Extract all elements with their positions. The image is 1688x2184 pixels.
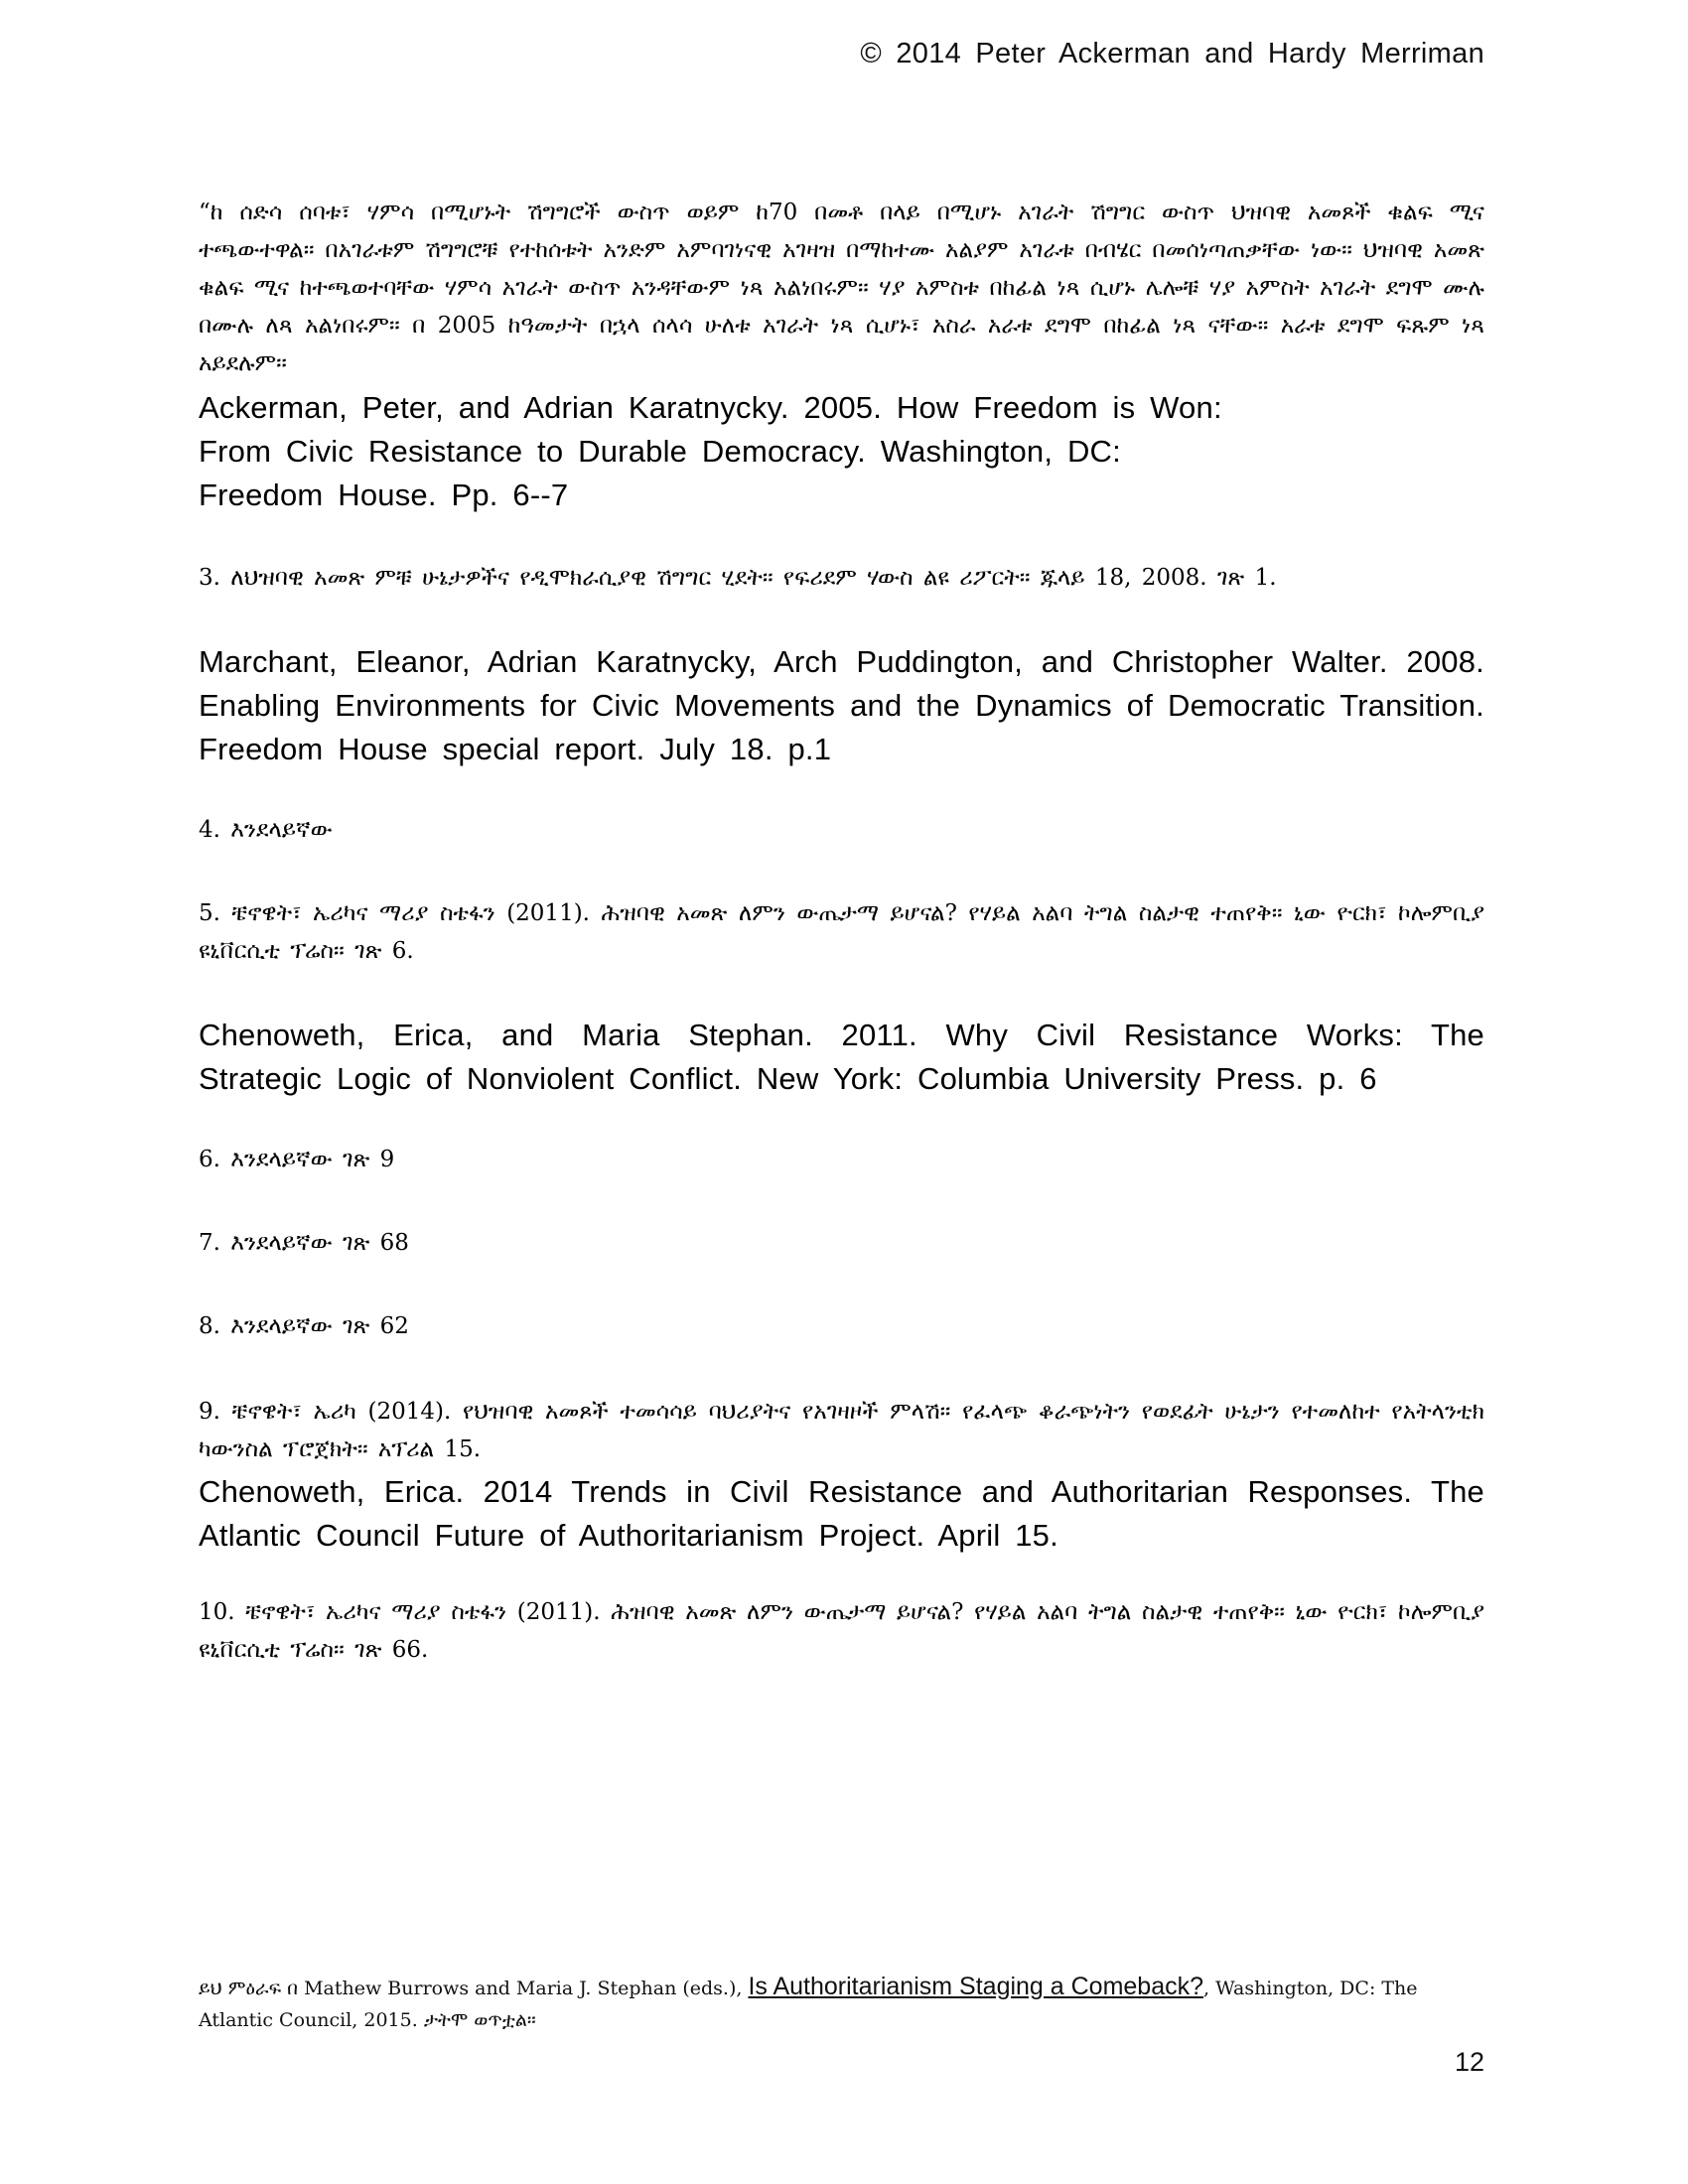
source-footnote bbox=[199, 1971, 1489, 2036]
note-3-amharic: 3. ለህዝባዊ አመጽ ምቹ ሁኔታዎችና የዲሞክራሲያዊ ሽግግር ሂደት። የፍሪደም ሃውስ ልዩ ሪፖርት። ጁላይ 18, 2008. ገጽ 1. bbox=[199, 565, 1277, 591]
page-number: 12 bbox=[1454, 2047, 1484, 2077]
note-5-amharic: 5. ቼኖዌት፣ ኤሪካና ማሪያ ስቴፋን (2011). ሕዝባዊ አመጽ ለምን ውጤታማ ይሆናል? የሃይል አልባ ትግል ስልታዊ ተጠየቅ። ኒው ዮርክ፣ ኮሎምቢያ ዩኒቨርሲቲ ፕሬስ። ገጽ 6. bbox=[199, 900, 1484, 964]
source-title-link[interactable]: Is Authoritarianism Staging a Comeback? bbox=[748, 1973, 1204, 2000]
copyright-header: © 2014 Peter Ackerman and Hardy Merriman bbox=[860, 38, 1484, 69]
note-4-amharic: 4. እንደላይኛው bbox=[199, 817, 333, 843]
source-prefix: ይህ ምዕራፍ በ Mathew Burrows and Maria J. Stephan (eds.), bbox=[199, 1978, 743, 1999]
note-10-amharic: 10. ቼኖዌት፣ ኤሪካና ማሪያ ስቴፋን (2011). ሕዝባዊ አመጽ ለምን ውጤታማ ይሆናል? የሃይል አልባ ትግል ስልታዊ ተጠየቅ። ኒው ዮርክ፣ ኮሎምቢያ ዩኒቨርሲቲ ፕሬስ። ገጽ 66. bbox=[199, 1599, 1484, 1663]
endnotes-body bbox=[199, 194, 1484, 1669]
note-9-english: Chenoweth, Erica. 2014 Trends in Civil Resistance and Authoritarian Responses. The Atlantic Council Future of Authoritarianism Project. April 15. bbox=[199, 1474, 1484, 1553]
note-9-amharic: 9. ቼኖዌት፣ ኤሪካ (2014). የህዝባዊ አመጾች ተመሳሳይ ባህሪያትና የአገዛዞች ምላሽ። የፈላጭ ቆራጭነትን የወደፊት ሁኔታን የተመለከተ የአትላንቲክ ካውንስል ፕሮጀክት። አፕሪል 15. bbox=[199, 1399, 1484, 1462]
note-7-amharic: 7. እንደላይኛው ገጽ 68 bbox=[199, 1230, 409, 1256]
note-2-english: Ackerman, Peter, and Adrian Karatnycky. 2005. How Freedom is Won: From Civic Resistance to Durable Democracy. Washington, DC: Freedom House. Pp. 6--7 bbox=[199, 390, 1222, 512]
note-3-english: Marchant, Eleanor, Adrian Karatnycky, Arch Puddington, and Christopher Walter. 2008. Enabling Environments for Civic Movements and the Dynamics of Democratic Transition. Freedom House special report. July 18. p.1 bbox=[199, 644, 1484, 766]
note-5-english: Chenoweth, Erica, and Maria Stephan. 2011. Why Civil Resistance Works: The Strategic Logic of Nonviolent Conflict. New York: Columbia University Press. p. 6 bbox=[199, 1018, 1484, 1096]
note-2-amharic: “ከ ሰድሳ ሰባቱ፣ ሃምሳ በሚሆኑት ሽግግሮች ውስጥ ወይም ከ70 በመቶ በላይ በሚሆኑ አገራት ሽግግር ውስጥ ህዝባዊ አመጾች ቁልፍ ሚና ተጫውተዋል። በአገራቱም ሽግግሮቹ የተከሰቱት አንድም አምባገነናዊ አገዛዝ በማከተሙ አልያም አገራቱ በብሄር በመሰነጣጠቃቸው ነው። ህዝባዊ አመጽ ቁልፍ ሚና ከተጫወተባቸው ሃምሳ አገራት ውስጥ አንዳቸውም ነጻ አልነበሩም። ሃያ አምስቱ በከፊል ነጻ ሲሆኑ ሌሎቹ ሃያ አምስት አገራት ደግሞ ሙሉ በሙሉ ለጻ አልነበሩም። በ 2005 ከዓመታት በኋላ ሰላሳ ሁለቱ አገራት ነጻ ሲሆኑ፣ አስራ አራቱ ደግሞ በከፊል ነጻ ናቸው። አራቱ ደግሞ ፍጹም ነጻ አይደሉም። bbox=[199, 200, 1484, 376]
note-8-amharic: 8. እንደላይኛው ገጽ 62 bbox=[199, 1313, 409, 1339]
source-suffix: , Washington, DC: The Atlantic Council, 2015. ታትሞ ወጥቷል። bbox=[199, 1978, 1418, 2031]
note-6-amharic: 6. እንደላይኛው ገጽ 9 bbox=[199, 1147, 395, 1172]
